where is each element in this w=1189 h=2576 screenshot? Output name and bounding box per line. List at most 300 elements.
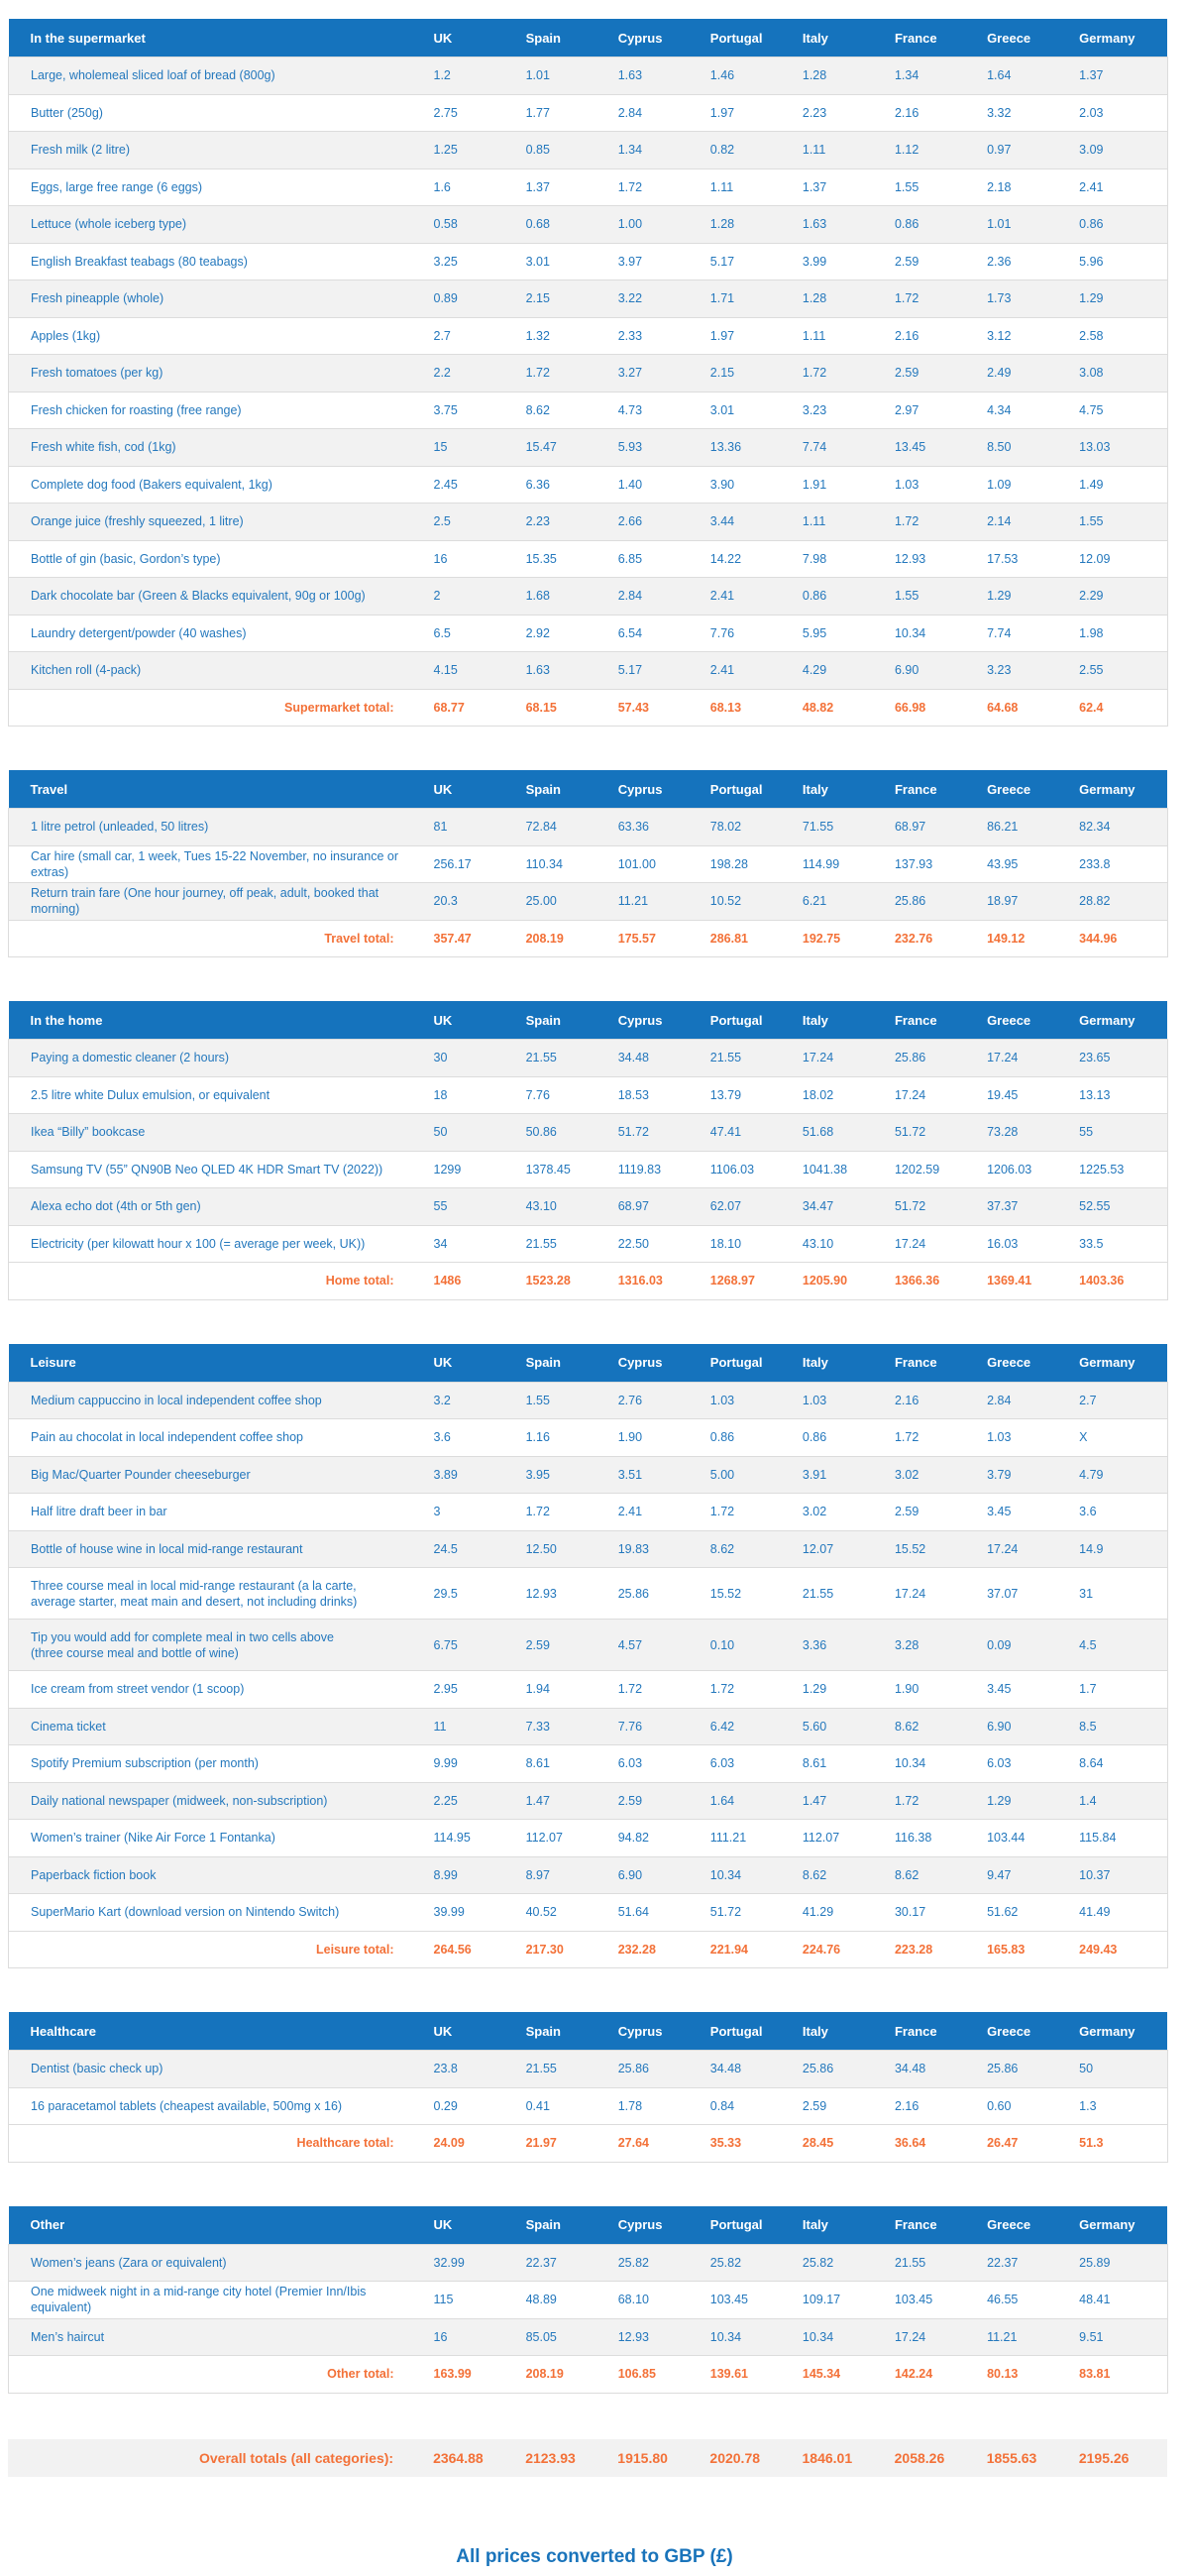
price-cell: 46.55 <box>983 2282 1075 2319</box>
category-total-value: 264.56 <box>430 1931 522 1968</box>
item-name-line: 2.5 litre white Dulux emulsion, or equivalent <box>31 1087 270 1102</box>
price-cell: 0.86 <box>891 206 983 244</box>
price-cell: 3.01 <box>706 392 799 429</box>
price-cell: 1.37 <box>799 168 891 206</box>
price-cell: 18.53 <box>614 1076 706 1114</box>
price-cell: 0.86 <box>706 1419 799 1457</box>
price-cell: 1.03 <box>706 1382 799 1419</box>
overall-total-value: 2364.88 <box>429 2439 521 2477</box>
price-cell: 2.15 <box>522 280 614 318</box>
price-cell: 12.07 <box>799 1530 891 1568</box>
price-cell: 22.37 <box>522 2244 614 2282</box>
category-total-value: 1366.36 <box>891 1263 983 1300</box>
item-name-line: Medium cappuccino in local independent coffee shop <box>31 1393 322 1407</box>
price-cell: 115.84 <box>1075 1820 1167 1857</box>
category-total-value: 175.57 <box>614 920 706 957</box>
price-cell: 51.64 <box>614 1894 706 1932</box>
category-total-label: Other total: <box>9 2356 430 2394</box>
currency-footnote: All prices converted to GBP (£) <box>456 2545 733 2567</box>
item-name <box>9 429 430 467</box>
item-name-line: Laundry detergent/powder (40 washes) <box>31 625 247 640</box>
price-cell: 2.75 <box>430 94 522 132</box>
price-cell: 11.21 <box>614 883 706 921</box>
category-total-value: 223.28 <box>891 1931 983 1968</box>
item-name-line: Fresh white fish, cod (1kg) <box>31 440 176 455</box>
item-name-line: Electricity (per kilowatt hour x 100 (= average per week, UK)) <box>31 1236 366 1251</box>
price-cell: 1.03 <box>983 1419 1075 1457</box>
price-cell: 6.42 <box>706 1708 799 1745</box>
item-name-line: Big Mac/Quarter Pounder cheeseburger <box>31 1467 251 1482</box>
item-name <box>9 1745 430 1783</box>
price-cell: 1.12 <box>891 132 983 169</box>
price-cell: 7.76 <box>706 615 799 652</box>
price-cell: 13.45 <box>891 429 983 467</box>
category-table <box>8 770 1168 957</box>
item-name-line: English Breakfast teabags (80 teabags) <box>31 254 248 269</box>
country-header: UK <box>430 19 522 57</box>
price-cell: 8.61 <box>799 1745 891 1783</box>
category-total-value: 221.94 <box>706 1931 799 1968</box>
price-cell: 10.34 <box>706 2318 799 2356</box>
price-cell: 2.23 <box>799 94 891 132</box>
price-cell: 3.6 <box>430 1419 522 1457</box>
table-row <box>9 94 1168 132</box>
item-name-line: Women’s jeans (Zara or equivalent) <box>31 2255 227 2270</box>
price-cell: 21.55 <box>799 1568 891 1620</box>
category-total-value: 21.97 <box>522 2125 614 2163</box>
price-cell: 33.5 <box>1075 1225 1167 1263</box>
category-total-label: Leisure total: <box>9 1931 430 1968</box>
price-cell: 1.78 <box>614 2087 706 2125</box>
price-cell: 5.17 <box>706 243 799 280</box>
item-name <box>9 1040 430 1077</box>
price-cell: 1.68 <box>522 578 614 616</box>
price-cell: 2.16 <box>891 2087 983 2125</box>
price-cell: 1.11 <box>706 168 799 206</box>
price-cell: 0.68 <box>522 206 614 244</box>
country-header: Greece <box>983 19 1075 57</box>
table-row <box>9 2051 1168 2088</box>
country-header: Spain <box>522 770 614 809</box>
item-name <box>9 1494 430 1531</box>
price-cell: 5.00 <box>706 1456 799 1494</box>
price-cell: 6.90 <box>614 1856 706 1894</box>
price-cell: 1.3 <box>1075 2087 1167 2125</box>
price-cell: 6.03 <box>983 1745 1075 1783</box>
price-cell: 51.72 <box>891 1188 983 1226</box>
price-cell: 1.72 <box>522 355 614 392</box>
item-name-line: Spotify Premium subscription (per month) <box>31 1756 259 1771</box>
price-cell: 31 <box>1075 1568 1167 1620</box>
price-cell: 11.21 <box>983 2318 1075 2356</box>
category-total-label: Healthcare total: <box>9 2125 430 2163</box>
price-cell: 2.41 <box>706 652 799 690</box>
price-cell: 3.97 <box>614 243 706 280</box>
category-total-row <box>9 689 1168 727</box>
item-name-line: Return train fare (One hour journey, off peak, adult, booked that morning) <box>31 886 379 917</box>
price-cell: 1.90 <box>891 1671 983 1709</box>
price-cell: 63.36 <box>614 809 706 846</box>
price-cell: 6.03 <box>706 1745 799 1783</box>
price-cell: 2.59 <box>891 1494 983 1531</box>
price-cell: 34 <box>430 1225 522 1263</box>
price-cell: 8.62 <box>799 1856 891 1894</box>
price-cell: 0.60 <box>983 2087 1075 2125</box>
category-total-value: 165.83 <box>983 1931 1075 1968</box>
price-cell: 1206.03 <box>983 1151 1075 1188</box>
price-cell: 1.29 <box>983 578 1075 616</box>
item-name-line: Eggs, large free range (6 eggs) <box>31 179 203 194</box>
price-cell: 11 <box>430 1708 522 1745</box>
section-spacer <box>8 2394 1181 2439</box>
price-cell: 14.9 <box>1075 1530 1167 1568</box>
item-name <box>9 1188 430 1226</box>
price-cell: 3.02 <box>891 1456 983 1494</box>
table-row <box>9 280 1168 318</box>
category-total-value: 106.85 <box>614 2356 706 2394</box>
price-cell: 2.55 <box>1075 652 1167 690</box>
price-cell: 2.49 <box>983 355 1075 392</box>
price-cell: 40.52 <box>522 1894 614 1932</box>
item-name-line: 1 litre petrol (unleaded, 50 litres) <box>31 820 209 835</box>
country-header: Germany <box>1075 19 1167 57</box>
price-cell: 25.86 <box>891 883 983 921</box>
country-header: Spain <box>522 1001 614 1040</box>
item-name-line: Ice cream from street vendor (1 scoop) <box>31 1682 245 1697</box>
price-cell: 51.72 <box>614 1114 706 1152</box>
price-cell: 41.49 <box>1075 1894 1167 1932</box>
category-total-value: 35.33 <box>706 2125 799 2163</box>
price-cell: 6.90 <box>891 652 983 690</box>
table-row <box>9 1568 1168 1620</box>
price-cell: 9.51 <box>1075 2318 1167 2356</box>
country-header: Italy <box>799 19 891 57</box>
category-total-value: 1268.97 <box>706 1263 799 1300</box>
price-cell: 2.76 <box>614 1382 706 1419</box>
price-cell: 2.7 <box>1075 1382 1167 1419</box>
price-cell: 2.03 <box>1075 94 1167 132</box>
item-name-line: 16 paracetamol tablets (cheapest available, 500mg x 16) <box>31 2098 343 2113</box>
price-cell: 1.01 <box>522 57 614 95</box>
country-header: Spain <box>522 2012 614 2051</box>
price-cell: 86.21 <box>983 809 1075 846</box>
price-cell: 1.03 <box>799 1382 891 1419</box>
country-header: France <box>891 2206 983 2245</box>
price-cell: 0.29 <box>430 2087 522 2125</box>
item-name-line: Fresh tomatoes (per kg) <box>31 366 163 381</box>
price-cell: 1.28 <box>706 206 799 244</box>
item-name-line: Butter (250g) <box>31 105 103 120</box>
country-header: Spain <box>522 19 614 57</box>
item-name-line: Fresh pineapple (whole) <box>31 291 164 306</box>
category-total-value: 51.3 <box>1075 2125 1167 2163</box>
price-cell: 5.95 <box>799 615 891 652</box>
price-cell: 34.47 <box>799 1188 891 1226</box>
price-cell: 0.85 <box>522 132 614 169</box>
item-name <box>9 280 430 318</box>
price-cell: 233.8 <box>1075 845 1167 883</box>
price-cell: 2.95 <box>430 1671 522 1709</box>
item-name-line: Pain au chocolat in local independent coffee shop <box>31 1430 303 1445</box>
price-cell: 5.17 <box>614 652 706 690</box>
country-header: UK <box>430 1344 522 1383</box>
price-cell: 1.40 <box>614 466 706 504</box>
category-total-label: Travel total: <box>9 920 430 957</box>
price-cell: 12.09 <box>1075 540 1167 578</box>
price-cell: 1.28 <box>799 57 891 95</box>
price-cell: 1.55 <box>891 578 983 616</box>
price-cell: 1.55 <box>522 1382 614 1419</box>
price-cell: 23.65 <box>1075 1040 1167 1077</box>
price-cell: 2.84 <box>614 94 706 132</box>
price-cell: 3.25 <box>430 243 522 280</box>
item-name-line: Fresh milk (2 litre) <box>31 143 131 158</box>
price-cell: 68.97 <box>614 1188 706 1226</box>
table-row <box>9 540 1168 578</box>
country-header: Germany <box>1075 770 1167 809</box>
price-cell: 8.61 <box>522 1745 614 1783</box>
price-cell: 1119.83 <box>614 1151 706 1188</box>
country-header: Italy <box>799 770 891 809</box>
price-cell: 2.25 <box>430 1782 522 1820</box>
price-cell: 55 <box>430 1188 522 1226</box>
category-total-value: 68.15 <box>522 689 614 727</box>
price-cell: 50 <box>430 1114 522 1152</box>
table-row <box>9 392 1168 429</box>
price-cell: 1.4 <box>1075 1782 1167 1820</box>
price-cell: 137.93 <box>891 845 983 883</box>
price-cell: 2.92 <box>522 615 614 652</box>
table-row <box>9 883 1168 921</box>
country-header: Greece <box>983 2206 1075 2245</box>
item-name <box>9 2282 430 2319</box>
price-cell: 2.59 <box>891 243 983 280</box>
price-cell: 3.09 <box>1075 132 1167 169</box>
item-name <box>9 2051 430 2088</box>
item-name-line: Men’s haircut <box>31 2329 105 2344</box>
item-name <box>9 317 430 355</box>
price-cell: 1.09 <box>983 466 1075 504</box>
price-cell: 1.6 <box>430 168 522 206</box>
price-cell: 3.51 <box>614 1456 706 1494</box>
price-cell: 52.55 <box>1075 1188 1167 1226</box>
country-header: Greece <box>983 2012 1075 2051</box>
country-header: Germany <box>1075 2012 1167 2051</box>
price-cell: 68.10 <box>614 2282 706 2319</box>
item-name <box>9 94 430 132</box>
country-header: Portugal <box>706 1001 799 1040</box>
price-cell: 8.62 <box>891 1856 983 1894</box>
overall-total-value: 1855.63 <box>983 2439 1075 2477</box>
item-name-line: average starter, meat main and desert, not including drinks) <box>31 1594 358 1609</box>
price-cell: 6.36 <box>522 466 614 504</box>
price-cell: 1.72 <box>706 1494 799 1531</box>
price-cell: 19.45 <box>983 1076 1075 1114</box>
price-cell: 1041.38 <box>799 1151 891 1188</box>
price-cell: 3.90 <box>706 466 799 504</box>
price-cell: 43.10 <box>799 1225 891 1263</box>
item-name-line: Paying a domestic cleaner (2 hours) <box>31 1051 230 1065</box>
country-header: France <box>891 770 983 809</box>
price-cell: 28.82 <box>1075 883 1167 921</box>
price-cell: 10.34 <box>706 1856 799 1894</box>
item-name-line: Car hire (small car, 1 week, Tues 15-22 November, no insurance or extras) <box>31 848 399 879</box>
price-cell: 4.5 <box>1075 1620 1167 1671</box>
category-total-value: 83.81 <box>1075 2356 1167 2394</box>
price-cell: 1.01 <box>983 206 1075 244</box>
price-cell: 8.62 <box>706 1530 799 1568</box>
category-tables <box>8 19 1181 2439</box>
price-cell: 47.41 <box>706 1114 799 1152</box>
table-row <box>9 504 1168 541</box>
price-cell: 3.79 <box>983 1456 1075 1494</box>
category-header-row <box>9 770 1168 809</box>
country-header: Portugal <box>706 770 799 809</box>
price-cell: 6.03 <box>614 1745 706 1783</box>
price-cell: 8.62 <box>891 1708 983 1745</box>
price-cell: 2 <box>430 578 522 616</box>
price-cell: 116.38 <box>891 1820 983 1857</box>
price-cell: 1.29 <box>983 1782 1075 1820</box>
price-cell: 12.93 <box>614 2318 706 2356</box>
category-title: Leisure <box>9 1344 430 1383</box>
price-cell: 1.72 <box>891 504 983 541</box>
item-name-line: Kitchen roll (4-pack) <box>31 663 142 678</box>
table-row <box>9 1708 1168 1745</box>
price-cell: 13.79 <box>706 1076 799 1114</box>
price-cell: 29.5 <box>430 1568 522 1620</box>
price-cell: 3.95 <box>522 1456 614 1494</box>
table-row <box>9 1820 1168 1857</box>
price-cell: 3.32 <box>983 94 1075 132</box>
category-total-value: 208.19 <box>522 2356 614 2394</box>
price-cell: 20.3 <box>430 883 522 921</box>
table-row <box>9 1671 1168 1709</box>
price-cell: 10.34 <box>891 615 983 652</box>
category-total-row <box>9 1931 1168 1968</box>
price-cell: 7.74 <box>799 429 891 467</box>
item-name <box>9 504 430 541</box>
price-cell: 2.84 <box>983 1382 1075 1419</box>
price-cell: 1.72 <box>614 1671 706 1709</box>
table-row <box>9 1040 1168 1077</box>
item-name <box>9 392 430 429</box>
price-cell: 3.91 <box>799 1456 891 1494</box>
price-cell: X <box>1075 1419 1167 1457</box>
price-cell: 3.22 <box>614 280 706 318</box>
category-total-value: 1205.90 <box>799 1263 891 1300</box>
price-cell: 114.95 <box>430 1820 522 1857</box>
price-cell: 5.60 <box>799 1708 891 1745</box>
table-row <box>9 1620 1168 1671</box>
price-cell: 1.98 <box>1075 615 1167 652</box>
price-cell: 2.41 <box>1075 168 1167 206</box>
price-cell: 10.34 <box>891 1745 983 1783</box>
item-name-line: Ikea “Billy” bookcase <box>31 1125 146 1140</box>
price-cell: 17.24 <box>891 1225 983 1263</box>
price-cell: 1.34 <box>614 132 706 169</box>
price-cell: 85.05 <box>522 2318 614 2356</box>
item-name-line: Samsung TV (55” QN90B Neo QLED 4K HDR Smart TV (2022)) <box>31 1162 383 1176</box>
country-header: Germany <box>1075 1344 1167 1383</box>
price-cell: 103.44 <box>983 1820 1075 1857</box>
price-cell: 9.99 <box>430 1745 522 1783</box>
price-cell: 1.63 <box>799 206 891 244</box>
category-total-row <box>9 2125 1168 2163</box>
price-cell: 2.7 <box>430 317 522 355</box>
category-total-value: 139.61 <box>706 2356 799 2394</box>
price-cell: 22.50 <box>614 1225 706 1263</box>
country-header: Germany <box>1075 2206 1167 2245</box>
category-total-value: 66.98 <box>891 689 983 727</box>
overall-total-value: 2123.93 <box>521 2439 613 2477</box>
item-name <box>9 1151 430 1188</box>
price-cell: 16 <box>430 540 522 578</box>
item-name-line: Complete dog food (Bakers equivalent, 1kg) <box>31 477 272 492</box>
price-cell: 7.76 <box>522 1076 614 1114</box>
category-title: In the supermarket <box>9 19 430 57</box>
price-cell: 1378.45 <box>522 1151 614 1188</box>
item-name <box>9 1708 430 1745</box>
item-name-line: Lettuce (whole iceberg type) <box>31 217 187 232</box>
price-cell: 0.86 <box>799 578 891 616</box>
category-title: Healthcare <box>9 2012 430 2051</box>
price-cell: 2.45 <box>430 466 522 504</box>
price-cell: 198.28 <box>706 845 799 883</box>
price-cell: 18.02 <box>799 1076 891 1114</box>
category-total-value: 27.64 <box>614 2125 706 2163</box>
country-header: Cyprus <box>614 1001 706 1040</box>
price-cell: 0.10 <box>706 1620 799 1671</box>
category-header-row <box>9 19 1168 57</box>
item-name <box>9 206 430 244</box>
price-cell: 1.16 <box>522 1419 614 1457</box>
price-cell: 256.17 <box>430 845 522 883</box>
price-cell: 115 <box>430 2282 522 2319</box>
price-cell: 8.5 <box>1075 1708 1167 1745</box>
table-row <box>9 1419 1168 1457</box>
price-cell: 1.63 <box>522 652 614 690</box>
item-name-line: Paperback fiction book <box>31 1867 157 1882</box>
price-cell: 7.33 <box>522 1708 614 1745</box>
item-name-line: (three course meal and bottle of wine) <box>31 1645 239 1660</box>
price-cell: 48.89 <box>522 2282 614 2319</box>
price-cell: 2.41 <box>706 578 799 616</box>
category-total-value: 217.30 <box>522 1931 614 1968</box>
country-header: Portugal <box>706 2206 799 2245</box>
price-cell: 1.47 <box>799 1782 891 1820</box>
price-cell: 0.89 <box>430 280 522 318</box>
country-header: France <box>891 19 983 57</box>
country-header: Spain <box>522 2206 614 2245</box>
price-cell: 17.24 <box>891 1076 983 1114</box>
price-cell: 3 <box>430 1494 522 1531</box>
section-spacer <box>8 727 1181 770</box>
price-cell: 1.29 <box>1075 280 1167 318</box>
category-total-value: 28.45 <box>799 2125 891 2163</box>
item-name-line: Daily national newspaper (midweek, non-subscription) <box>31 1793 328 1808</box>
category-total-value: 344.96 <box>1075 920 1167 957</box>
price-cell: 25.82 <box>799 2244 891 2282</box>
price-cell: 25.00 <box>522 883 614 921</box>
item-name <box>9 1568 430 1620</box>
country-header: Cyprus <box>614 19 706 57</box>
price-cell: 18.10 <box>706 1225 799 1263</box>
price-cell: 6.54 <box>614 615 706 652</box>
price-cell: 1.90 <box>614 1419 706 1457</box>
item-name <box>9 168 430 206</box>
category-total-value: 24.09 <box>430 2125 522 2163</box>
